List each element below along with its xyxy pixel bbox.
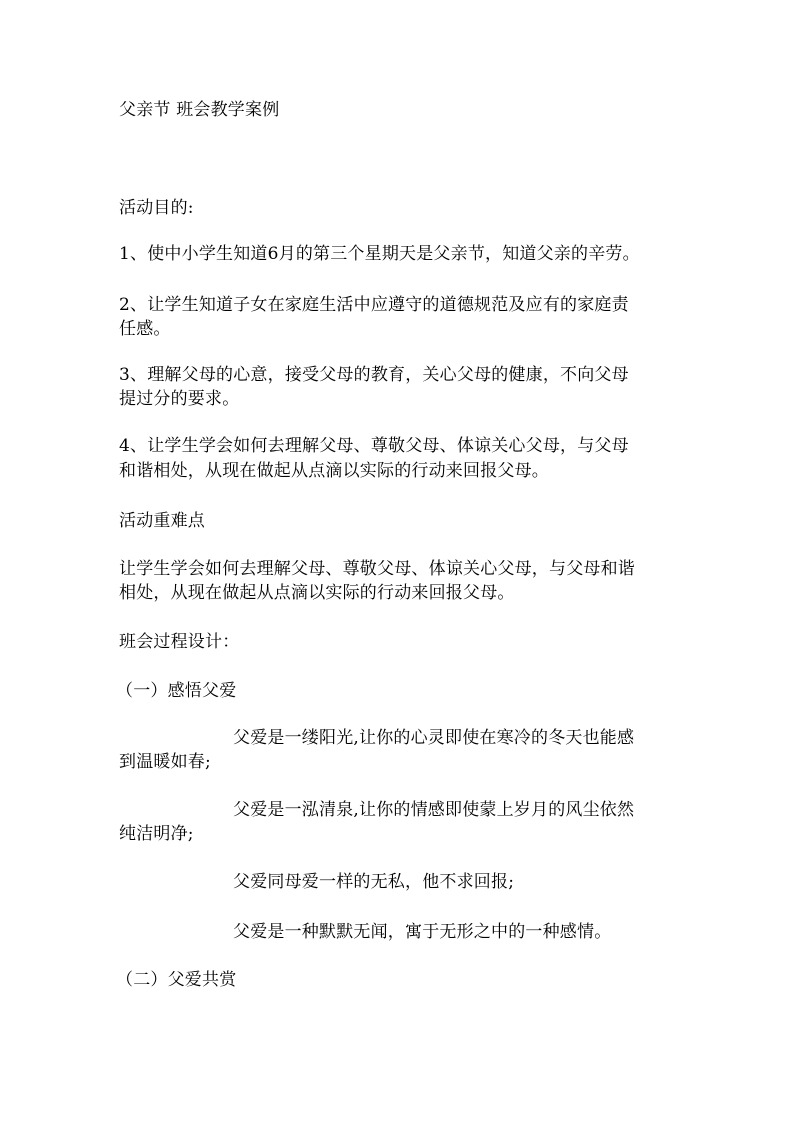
purpose-item-3-line-2: 提过分的要求。	[119, 389, 240, 409]
purpose-heading: 活动目的:	[119, 198, 194, 218]
process-heading: 班会过程设计：	[119, 632, 240, 652]
poem-1-line-1: 父爱是一缕阳光,让你的心灵即使在寒冷的冬天也能感	[233, 728, 635, 748]
purpose-item-3-line-1: 3、理解父母的心意，接受父母的教育，关心父母的健康，不向父母	[119, 365, 629, 385]
poem-3: 父爱同母爱一样的无私，他不求回报;	[233, 872, 515, 892]
purpose-item-2-line-1: 2、让学生知道子女在家庭生活中应遵守的道德规范及应有的家庭责	[119, 295, 629, 315]
key-points-heading: 活动重难点	[119, 511, 205, 531]
poem-2-line-2: 纯洁明净;	[119, 824, 194, 844]
purpose-item-4-line-2: 和谐相处，从现在做起从点滴以实际的行动来回报父母。	[119, 461, 549, 481]
purpose-item-4-line-1: 4、让学生学会如何去理解父母、尊敬父母、体谅关心父母，与父母	[119, 436, 629, 456]
poem-4: 父爱是一种默默无闻，寓于无形之中的一种感情。	[233, 922, 612, 942]
key-points-line-2: 相处，从现在做起从点滴以实际的行动来回报父母。	[119, 583, 515, 603]
purpose-item-2-line-2: 任感。	[119, 319, 171, 339]
poem-1-line-2: 到温暖如春;	[119, 752, 211, 772]
section-1-heading: （一）感悟父爱	[116, 681, 237, 701]
section-2-heading: （二）父爱共赏	[116, 970, 237, 990]
purpose-item-1: 1、使中小学生知道6月的第三个星期天是父亲节，知道父亲的辛劳。	[119, 244, 640, 264]
poem-2-line-1: 父爱是一泓清泉,让你的情感即使蒙上岁月的风尘依然	[233, 800, 635, 820]
key-points-line-1: 让学生学会如何去理解父母、尊敬父母、体谅关心父母，与父母和谐	[119, 559, 635, 579]
document-title: 父亲节 班会教学案例	[119, 100, 280, 120]
